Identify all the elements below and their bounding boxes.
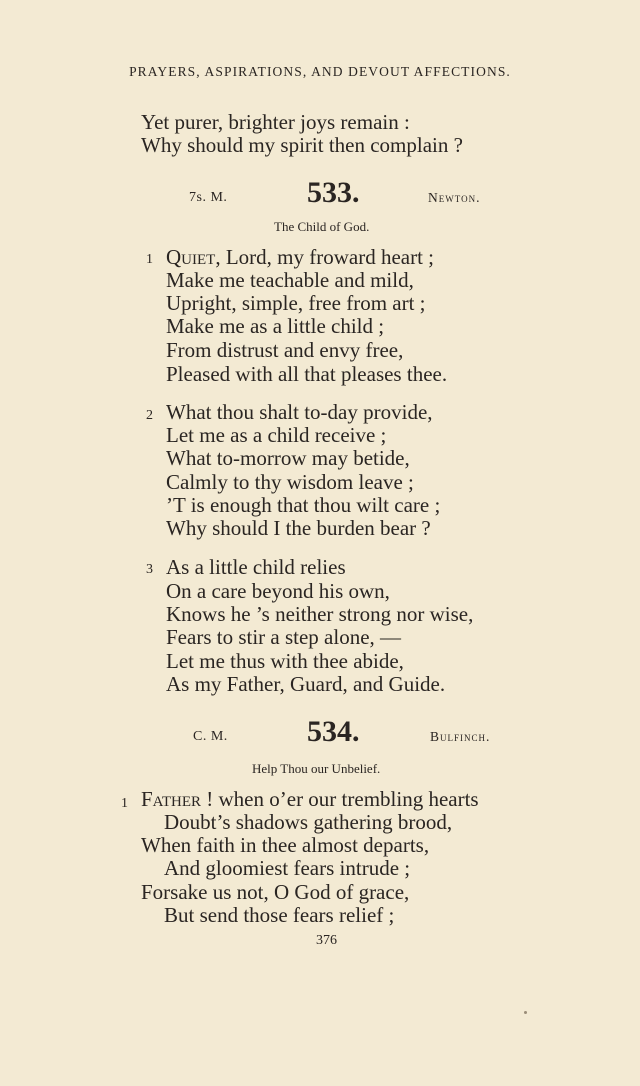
hymn-534-tune: Bulfinch. [430, 729, 491, 744]
running-head: PRAYERS, ASPIRATIONS, AND DEVOUT AFFECTIONS. [129, 64, 511, 79]
verse-line: Knows he ’s neither strong nor wise, [166, 602, 474, 626]
hymn-534-subtitle: Help Thou our Unbelief. [252, 761, 381, 776]
verse-first-word: Father ! [141, 787, 214, 811]
verse-line: Upright, simple, free from art ; [166, 291, 426, 315]
page-number: 376 [316, 933, 337, 948]
verse-line: From distrust and envy free, [166, 338, 404, 362]
hymn-533-subtitle: The Child of God. [274, 219, 370, 234]
stanza-number: 1 [146, 252, 153, 267]
verse-line: Pleased with all that pleases thee. [166, 362, 448, 386]
verse-line: When faith in thee almost departs, [141, 833, 430, 857]
verse-first-word: Quiet, [166, 245, 221, 269]
hymn-534-meter: C. M. [193, 729, 228, 744]
verse-line: Let me thus with thee abide, [166, 649, 404, 673]
paper-speck [524, 1011, 527, 1014]
stanza-number: 1 [121, 796, 128, 811]
verse-line: Why should I the burden bear ? [166, 516, 431, 540]
verse-line: Fears to stir a step alone, — [166, 625, 402, 649]
verse-line: But send those fears relief ; [164, 903, 395, 927]
verse-line [166, 246, 434, 269]
verse-line: Make me teachable and mild, [166, 268, 414, 292]
verse-line: On a care beyond his own, [166, 579, 390, 603]
stanza-number: 3 [146, 562, 153, 577]
verse-line: Calmly to thy wisdom leave ; [166, 470, 414, 494]
hymn-533-number: 533. [307, 176, 360, 209]
hymn-533-meter: 7s. M. [189, 190, 228, 205]
stanza-number: 2 [146, 408, 153, 423]
verse-line: And gloomiest fears intrude ; [164, 856, 411, 880]
carryover-line-2: Why should my spirit then complain ? [141, 133, 463, 157]
verse-first-rest: when o’er our trembling hearts [213, 787, 479, 811]
hymn-534-number: 534. [307, 715, 360, 748]
verse-line: As my Father, Guard, and Guide. [166, 672, 446, 696]
verse-line: Make me as a little child ; [166, 314, 385, 338]
carryover-line-1: Yet purer, brighter joys remain : [141, 110, 410, 134]
verse-line: Let me as a child receive ; [166, 423, 387, 447]
verse-line: Forsake us not, O God of grace, [141, 880, 410, 904]
verse-line: Doubt’s shadows gathering brood, [164, 810, 453, 834]
verse-line: What to-morrow may betide, [166, 446, 410, 470]
hymn-533-tune: Newton. [428, 190, 481, 205]
verse-first-rest: Lord, my froward heart ; [220, 245, 435, 269]
verse-line: What thou shalt to-day provide, [166, 400, 433, 424]
verse-line: As a little child relies [166, 555, 346, 579]
verse-line: ’T is enough that thou wilt care ; [166, 493, 441, 517]
verse-line [141, 788, 479, 811]
